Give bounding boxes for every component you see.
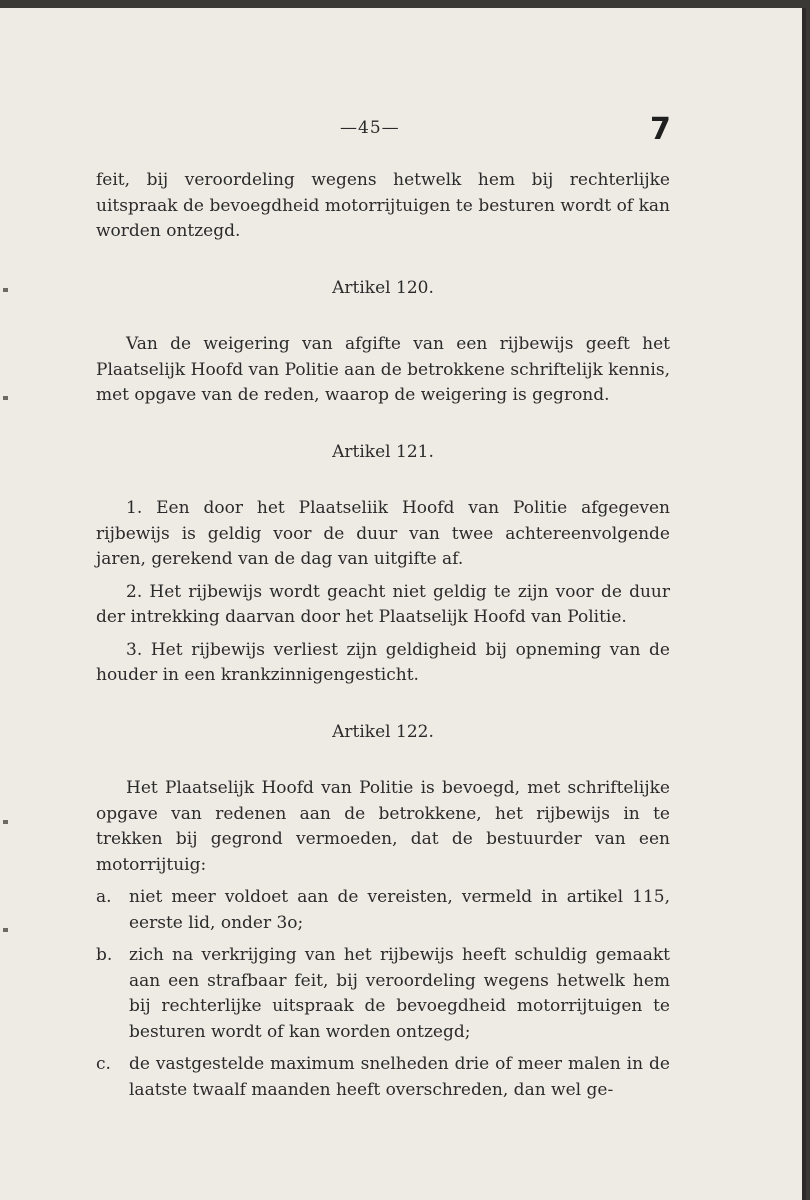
margin-mark bbox=[3, 396, 8, 400]
article-heading-121: Artikel 121. bbox=[332, 441, 434, 462]
list-item bbox=[96, 1052, 670, 1103]
article-122-list bbox=[96, 885, 670, 1103]
continuation-paragraph: feit, bij veroordeling wegens hetwelk hem bij rechterlijke uitspraak de bevoegdheid motorrijtuigen te besturen wordt of kan worden ontzegd. bbox=[96, 170, 670, 241]
list-item bbox=[96, 943, 670, 1045]
list-item-text: niet meer voldoet aan de vereisten, vermeld in artikel 115, eerste lid, onder 3o; bbox=[129, 887, 670, 933]
margin-mark bbox=[3, 288, 8, 292]
list-marker: c. bbox=[96, 1054, 111, 1074]
sheet-number: 7 bbox=[650, 112, 671, 147]
list-item-text: de vastgestelde maximum snelheden drie of meer malen in de laatste twaalf maanden heeft overschreden, dan wel ge- bbox=[129, 1054, 670, 1100]
list-marker: a. bbox=[96, 887, 112, 907]
page-body bbox=[96, 168, 670, 1103]
article-121-item-1: 1. Een door het Plaatseliik Hoofd van Politie afgegeven rijbewijs is geldig voor de duur van twee achtereenvolgende jaren, gerekend van de dag van uitgifte af. bbox=[96, 498, 670, 569]
margin-mark bbox=[3, 928, 8, 932]
page-header bbox=[0, 112, 806, 152]
margin-mark bbox=[3, 820, 8, 824]
document-page bbox=[0, 8, 806, 1200]
list-marker: b. bbox=[96, 945, 113, 965]
article-121-item-2: 2. Het rijbewijs wordt geacht niet geldig te zijn voor de duur der intrekking daarvan door het Plaatselijk Hoofd van Politie. bbox=[96, 581, 670, 627]
article-heading-122: Artikel 122. bbox=[332, 721, 434, 742]
list-item-text: zich na verkrijging van het rijbewijs heeft schuldig gemaakt aan een strafbaar feit, bij veroordeling wegens hetwelk hem bij rechterlijke uitspraak de bevoegdheid motorrijtuigen te besturen wordt of kan worden ontzegd; bbox=[129, 945, 670, 1042]
article-120-text: Van de weigering van afgifte van een rijbewijs geeft het Plaatselijk Hoofd van Politie aan de betrokkene schriftelijk kennis, met opgave van de reden, waarop de weigering is gegrond. bbox=[96, 334, 670, 405]
page-number: —45— bbox=[340, 118, 400, 138]
article-heading-120: Artikel 120. bbox=[332, 277, 434, 298]
article-122-text: Het Plaatselijk Hoofd van Politie is bevoegd, met schriftelijke opgave van redenen aan de betrokkene, het rijbewijs in te trekken bij gegrond vermoeden, dat de bestuurder van een motorrijtuig: bbox=[96, 778, 670, 875]
list-item bbox=[96, 885, 670, 936]
article-121-item-3: 3. Het rijbewijs verliest zijn geldigheid bij opneming van de houder in een krankzinnigengesticht. bbox=[96, 639, 670, 685]
